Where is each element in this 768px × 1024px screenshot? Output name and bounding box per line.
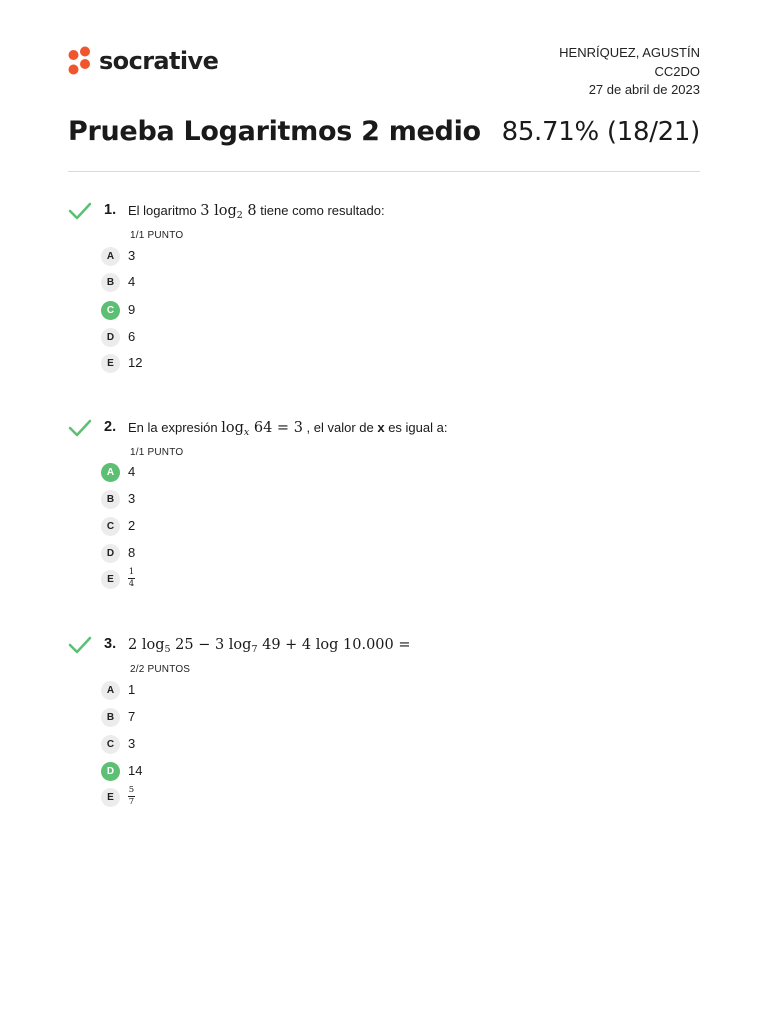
option-b bbox=[101, 490, 401, 510]
math-part: 64 = 3 bbox=[249, 420, 303, 436]
option-d-correct bbox=[101, 762, 401, 782]
option-letter-correct: C bbox=[101, 301, 120, 320]
option-fraction bbox=[128, 568, 135, 589]
option-a bbox=[101, 247, 401, 267]
report-date: 27 de abril de 2023 bbox=[588, 82, 700, 97]
option-e bbox=[101, 354, 401, 374]
points-label: 1/1 PUNTO bbox=[130, 447, 184, 458]
fraction-denominator: 7 bbox=[128, 797, 135, 807]
math-part: log bbox=[221, 420, 244, 436]
option-letter: E bbox=[101, 788, 120, 807]
math-part: 25 − 3 log bbox=[170, 637, 252, 653]
fraction-denominator: 4 bbox=[128, 579, 135, 589]
math-part: 8 bbox=[242, 203, 257, 219]
option-letter: C bbox=[101, 517, 120, 536]
option-d bbox=[101, 328, 401, 348]
option-letter-correct: D bbox=[101, 762, 120, 781]
math-subscript: 7 bbox=[251, 644, 258, 655]
option-letter: B bbox=[101, 490, 120, 509]
student-name: HENRÍQUEZ, AGUSTÍN bbox=[559, 45, 700, 60]
math-part: 2 log bbox=[128, 637, 165, 653]
option-letter: B bbox=[101, 273, 120, 292]
math-subscript: x bbox=[243, 427, 250, 438]
check-icon bbox=[68, 419, 92, 437]
option-d bbox=[101, 544, 401, 564]
option-b bbox=[101, 708, 401, 728]
points-label: 2/2 PUNTOS bbox=[130, 664, 191, 675]
option-text: 8 bbox=[128, 545, 136, 560]
socrative-logo bbox=[68, 45, 218, 76]
question-text bbox=[128, 203, 385, 221]
math-subscript: 5 bbox=[164, 644, 171, 655]
question-text bbox=[128, 420, 447, 438]
option-text: 12 bbox=[128, 355, 143, 370]
option-letter-correct: A bbox=[101, 463, 120, 482]
check-icon bbox=[68, 202, 92, 220]
math-expression bbox=[128, 637, 411, 653]
option-letter: D bbox=[101, 328, 120, 347]
option-text: 3 bbox=[128, 248, 136, 263]
question-text-suffix: , el valor de bbox=[302, 420, 378, 435]
question-number: 1. bbox=[104, 202, 117, 218]
option-text: 6 bbox=[128, 329, 136, 344]
check-icon bbox=[68, 636, 92, 654]
fraction-numerator: 1 bbox=[128, 567, 135, 577]
option-text: 14 bbox=[128, 763, 143, 778]
option-c bbox=[101, 517, 401, 537]
option-text: 4 bbox=[128, 464, 136, 479]
option-text: 3 bbox=[128, 736, 136, 751]
brand-name: socrative bbox=[99, 46, 219, 75]
math-expression bbox=[200, 203, 256, 219]
option-letter: C bbox=[101, 735, 120, 754]
question-number: 3. bbox=[104, 636, 117, 652]
student-info bbox=[559, 44, 700, 100]
question-text-prefix: El logaritmo bbox=[128, 203, 197, 218]
math-part: 49 + 4 log 10.000 = bbox=[257, 637, 411, 653]
option-text: 1 bbox=[128, 682, 136, 697]
option-a bbox=[101, 681, 401, 701]
option-a-correct bbox=[101, 463, 401, 483]
option-letter: A bbox=[101, 681, 120, 700]
option-text: 3 bbox=[128, 491, 136, 506]
header-divider bbox=[68, 171, 700, 172]
question-text-prefix: En la expresión bbox=[128, 420, 218, 435]
option-c bbox=[101, 735, 401, 755]
math-expression bbox=[221, 420, 303, 436]
question-text-suffix: es igual a: bbox=[384, 420, 448, 435]
option-text: 2 bbox=[128, 518, 136, 533]
question-text-suffix: tiene como resultado: bbox=[260, 203, 385, 218]
socrative-logo-icon bbox=[68, 45, 92, 76]
option-b bbox=[101, 273, 401, 293]
option-letter: E bbox=[101, 354, 120, 373]
question-text bbox=[128, 637, 411, 655]
points-label: 1/1 PUNTO bbox=[130, 230, 184, 241]
math-part: 3 log bbox=[200, 203, 237, 219]
math-subscript: 2 bbox=[236, 210, 243, 221]
option-letter: E bbox=[101, 570, 120, 589]
question-text-bold: x bbox=[377, 420, 385, 435]
option-letter: B bbox=[101, 708, 120, 727]
fraction-numerator: 5 bbox=[128, 785, 135, 795]
option-c-correct bbox=[101, 301, 401, 321]
option-text: 7 bbox=[128, 709, 136, 724]
question-number: 2. bbox=[104, 419, 117, 435]
option-e bbox=[101, 785, 401, 808]
quiz-title: Prueba Logaritmos 2 medio bbox=[68, 116, 481, 147]
option-text: 4 bbox=[128, 274, 136, 289]
option-letter: D bbox=[101, 544, 120, 563]
option-letter: A bbox=[101, 247, 120, 266]
quiz-score: 85.71% (18/21) bbox=[501, 117, 700, 147]
option-e bbox=[101, 567, 401, 590]
class-code: CC2DO bbox=[654, 63, 700, 79]
option-text: 9 bbox=[128, 302, 136, 317]
option-fraction bbox=[128, 786, 135, 807]
